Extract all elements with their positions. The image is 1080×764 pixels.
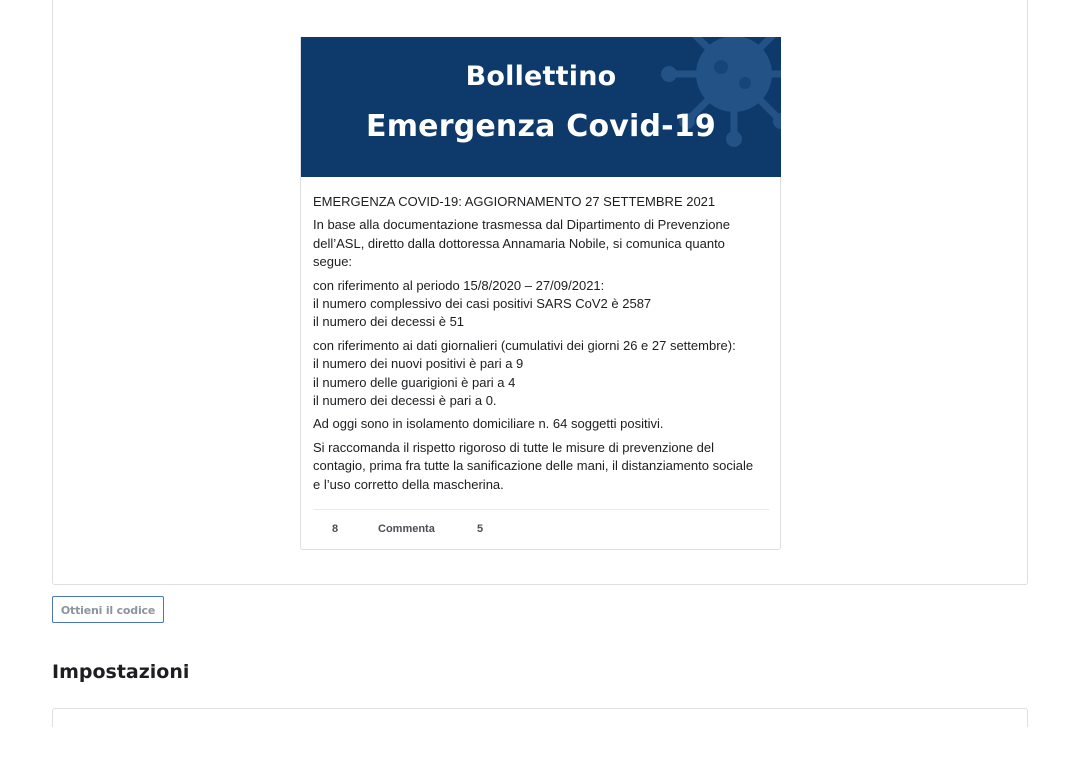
get-code-button[interactable]: Ottieni il codice	[52, 596, 164, 623]
recommendation-line: e l’uso corretto della mascherina.	[313, 476, 504, 492]
post-text	[313, 193, 773, 499]
shares-count[interactable]: 5	[477, 523, 484, 535]
banner-title-line2: Emergenza Covid-19	[366, 109, 716, 144]
facebook-post-card	[300, 37, 781, 550]
comment-button[interactable]: Commenta	[378, 523, 435, 535]
period-line: con riferimento al periodo 15/8/2020 – 27/09/2021:	[313, 277, 605, 293]
likes-count[interactable]: 8	[332, 523, 339, 535]
recommendation-line: contagio, prima fra tutte la sanificazione delle mani, il distanziamento sociale	[313, 458, 754, 474]
intro-line: segue:	[313, 254, 353, 270]
post-period-stats	[313, 277, 773, 332]
post-daily-stats	[313, 337, 773, 411]
daily-line: il numero dei nuovi positivi è pari a 9	[313, 356, 524, 372]
period-line: il numero dei decessi è 51	[313, 314, 465, 330]
viewport-bottom-edge	[0, 727, 1080, 764]
daily-line: con riferimento ai dati giornalieri (cumulativi dei giorni 26 e 27 settembre):	[313, 337, 736, 353]
daily-line: il numero delle guarigioni è pari a 4	[313, 374, 516, 390]
intro-line: dell’ASL, diretto dalla dottoressa Annamaria Nobile, si comunica quanto	[313, 235, 725, 251]
recommendation-line: Si raccomanda il rispetto rigoroso di tutte le misure di prevenzione del	[313, 439, 715, 455]
post-banner-image[interactable]	[301, 37, 781, 177]
intro-line: In base alla documentazione trasmessa dal Dipartimento di Prevenzione	[313, 217, 730, 233]
post-intro	[313, 216, 773, 271]
daily-line: il numero dei decessi è pari a 0.	[313, 393, 497, 409]
banner-title-line1: Bollettino	[465, 61, 617, 92]
period-line: il numero complessivo dei casi positivi SARS CoV2 è 2587	[313, 296, 652, 312]
post-recommendation	[313, 439, 773, 494]
post-isolation: Ad oggi sono in isolamento domiciliare n. 64 soggetti positivi.	[313, 416, 664, 432]
post-footer	[313, 509, 769, 550]
settings-title: Impostazioni	[52, 661, 190, 683]
post-headline: EMERGENZA COVID-19: AGGIORNAMENTO 27 SETTEMBRE 2021	[313, 194, 716, 209]
